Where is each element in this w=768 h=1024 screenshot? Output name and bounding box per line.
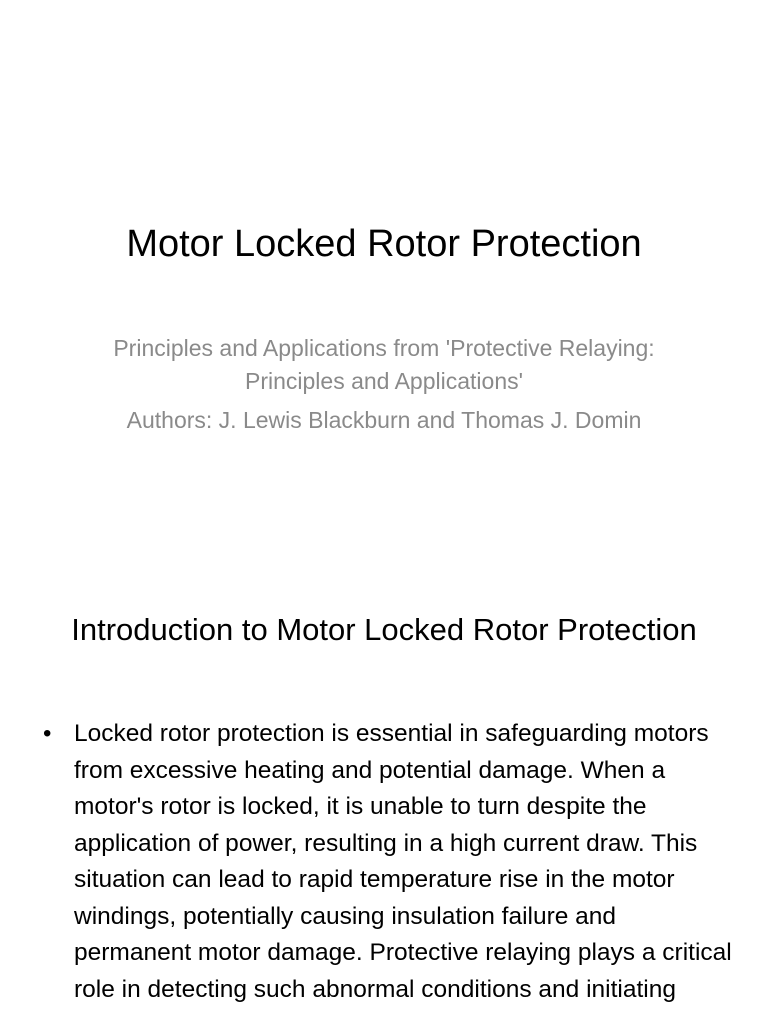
slide-heading: Introduction to Motor Locked Rotor Protection <box>71 612 697 647</box>
bullet-text: Locked rotor protection is essential in safeguarding motors from excessive heating and potential damage. When a motor's rotor is locked, it is unable to turn despite the application of power, resulting in a high current draw. This situation can lead to rapid temperature rise in the motor windings, potentially causing insulation failure and permanent motor damage. Protective relaying plays a critical role in detecting such abnormal conditions and initiating <box>74 720 732 1003</box>
presentation-subtitle <box>110 332 658 443</box>
presentation-title: Motor Locked Rotor Protection <box>126 223 642 265</box>
subtitle-source: Principles and Applications from 'Protective Relaying: Principles and Applications' <box>113 335 655 394</box>
introduction-slide <box>0 576 768 1024</box>
bullet-icon: • <box>43 720 52 747</box>
bullet-list <box>43 716 734 1008</box>
bullet-item <box>43 716 734 1008</box>
subtitle-authors: Authors: J. Lewis Blackburn and Thomas J. Domin <box>126 407 642 433</box>
